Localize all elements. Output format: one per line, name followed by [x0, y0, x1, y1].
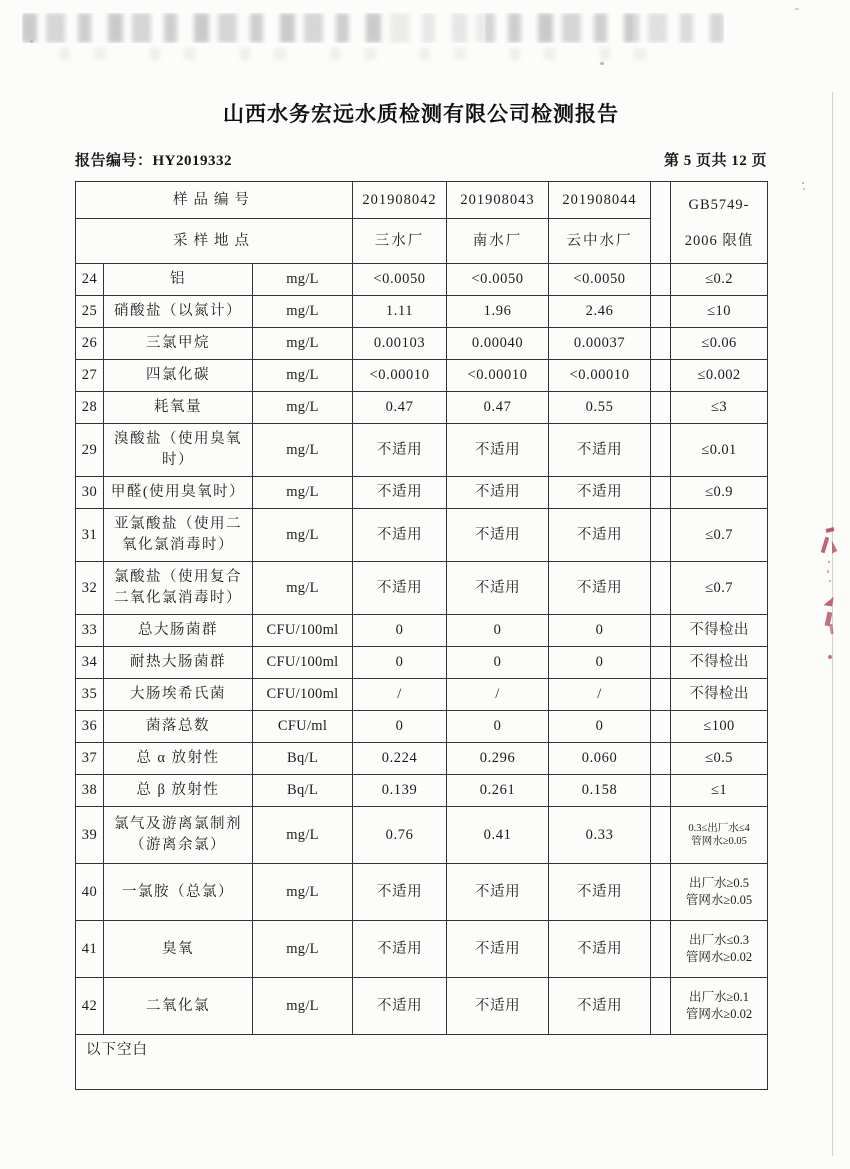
below-blank-note: 以下空白 — [76, 1035, 768, 1090]
value-cell: 不适用 — [353, 978, 447, 1035]
row-number-cell: 26 — [76, 328, 104, 360]
value-cell: <0.0050 — [353, 264, 447, 296]
gap-column — [651, 182, 671, 264]
table-row — [76, 477, 768, 509]
limit-line: ≤0.7 — [705, 579, 733, 596]
row-number-cell: 28 — [76, 392, 104, 424]
limit-line: 0.3≤出厂水≤4 — [688, 822, 750, 834]
gap-cell — [651, 296, 671, 328]
page-title: 山西水务宏远水质检测有限公司检测报告 — [223, 103, 619, 126]
report-meta-row — [75, 151, 767, 171]
limit-line: ≤10 — [707, 303, 731, 319]
value-cell: <0.00010 — [353, 360, 447, 392]
value-cell: / — [353, 679, 447, 711]
value-cell: 不适用 — [447, 477, 549, 509]
gap-cell — [651, 978, 671, 1035]
unit-cell: mg/L — [253, 477, 353, 509]
param-name-cell: 耐热大肠菌群 — [104, 647, 253, 679]
limit-line: ≤0.5 — [705, 750, 733, 766]
table-row — [76, 647, 768, 679]
gap-cell — [651, 807, 671, 864]
row-number-cell: 33 — [76, 615, 104, 647]
table-row — [76, 921, 768, 978]
param-name-cell: 二氧化氯 — [104, 978, 253, 1035]
param-name-cell: 总 α 放射性 — [104, 743, 253, 775]
limit-cell — [671, 509, 768, 562]
value-cell: <0.0050 — [447, 264, 549, 296]
limit-line: 管网水≥0.02 — [685, 1007, 753, 1021]
row-number-cell: 34 — [76, 647, 104, 679]
unit-cell: CFU/100ml — [253, 647, 353, 679]
unit-cell: Bq/L — [253, 743, 353, 775]
limit-cell — [671, 562, 768, 615]
unit-cell: CFU/100ml — [253, 679, 353, 711]
value-cell: 0 — [549, 647, 651, 679]
gap-cell — [651, 424, 671, 477]
table-row — [76, 615, 768, 647]
limit-cell — [671, 392, 768, 424]
table-row — [76, 360, 768, 392]
sample-site-2: 南水厂 — [447, 219, 549, 264]
limit-cell — [671, 711, 768, 743]
value-cell: 1.96 — [447, 296, 549, 328]
table-row — [76, 264, 768, 296]
row-number-cell: 42 — [76, 978, 104, 1035]
limit-line: 不得检出 — [689, 686, 749, 702]
value-cell: 0.47 — [447, 392, 549, 424]
param-name-cell: 亚氯酸盐（使用二氧化氯消毒时） — [104, 509, 253, 562]
value-cell: 0.261 — [447, 775, 549, 807]
param-name-cell: 耗氧量 — [104, 392, 253, 424]
limit-cell — [671, 615, 768, 647]
value-cell: / — [549, 679, 651, 711]
value-cell: 不适用 — [447, 509, 549, 562]
unit-cell: mg/L — [253, 328, 353, 360]
unit-cell: CFU/100ml — [253, 615, 353, 647]
value-cell: 0.00037 — [549, 328, 651, 360]
table-row — [76, 392, 768, 424]
limit-line: ≤0.06 — [701, 335, 737, 351]
sample-id-label: 样品编号 — [76, 182, 353, 219]
row-number-cell: 31 — [76, 509, 104, 562]
limit-line: 不得检出 — [689, 622, 749, 638]
limit-cell — [671, 264, 768, 296]
value-cell: 0.00040 — [447, 328, 549, 360]
row-number-cell: 41 — [76, 921, 104, 978]
value-cell: <0.0050 — [549, 264, 651, 296]
value-cell: 0.41 — [447, 807, 549, 864]
value-cell: 不适用 — [353, 864, 447, 921]
table-row — [76, 743, 768, 775]
limit-cell — [671, 296, 768, 328]
param-name-cell: 菌落总数 — [104, 711, 253, 743]
value-cell: 不适用 — [447, 424, 549, 477]
unit-cell: mg/L — [253, 509, 353, 562]
gap-cell — [651, 921, 671, 978]
gap-cell — [651, 509, 671, 562]
row-number-cell: 35 — [76, 679, 104, 711]
row-number-cell: 38 — [76, 775, 104, 807]
value-cell: 0.33 — [549, 807, 651, 864]
value-cell: 不适用 — [353, 921, 447, 978]
limit-line: 出厂水≤0.3 — [689, 933, 750, 947]
gap-cell — [651, 711, 671, 743]
value-cell: 不适用 — [549, 921, 651, 978]
unit-cell: CFU/ml — [253, 711, 353, 743]
scan-speck — [802, 182, 804, 184]
table-row — [76, 328, 768, 360]
value-cell: 0 — [447, 615, 549, 647]
value-cell: 0.296 — [447, 743, 549, 775]
sample-id-1: 201908042 — [353, 182, 447, 219]
value-cell: 0 — [549, 615, 651, 647]
value-cell: 不适用 — [447, 864, 549, 921]
limit-line: 出厂水≥0.5 — [689, 876, 750, 890]
limit-line: 管网水≥0.05 — [685, 893, 753, 907]
limit-line: 管网水≥0.02 — [685, 950, 753, 964]
param-name-cell: 甲醛(使用臭氧时） — [104, 477, 253, 509]
param-name-cell: 铝 — [104, 264, 253, 296]
unit-cell: mg/L — [253, 360, 353, 392]
gap-cell — [651, 477, 671, 509]
scan-speck — [795, 8, 799, 10]
limit-cell — [671, 743, 768, 775]
page-edge-line — [832, 92, 833, 1156]
value-cell: 不适用 — [549, 477, 651, 509]
gap-cell — [651, 864, 671, 921]
param-name-cell: 四氯化碳 — [104, 360, 253, 392]
value-cell: 0.158 — [549, 775, 651, 807]
param-name-cell: 总 β 放射性 — [104, 775, 253, 807]
param-name-cell: 臭氧 — [104, 921, 253, 978]
limit-column-header — [671, 182, 768, 264]
value-cell: 0.224 — [353, 743, 447, 775]
value-cell: 0.139 — [353, 775, 447, 807]
value-cell: 不适用 — [549, 864, 651, 921]
sample-site-3: 云中水厂 — [549, 219, 651, 264]
limit-cell — [671, 360, 768, 392]
param-name-cell: 硝酸盐（以氮计） — [104, 296, 253, 328]
unit-cell: mg/L — [253, 807, 353, 864]
gap-cell — [651, 679, 671, 711]
value-cell: 不适用 — [447, 562, 549, 615]
row-number-cell: 40 — [76, 864, 104, 921]
value-cell: 0 — [549, 711, 651, 743]
unit-cell: mg/L — [253, 562, 353, 615]
table-row — [76, 775, 768, 807]
row-number-cell: 37 — [76, 743, 104, 775]
limit-cell — [671, 647, 768, 679]
limit-line: ≤0.2 — [705, 271, 733, 287]
value-cell: 不适用 — [447, 978, 549, 1035]
sample-id-3: 201908044 — [549, 182, 651, 219]
table-row — [76, 296, 768, 328]
report-number: 报告编号：HY2019332 — [75, 153, 233, 169]
value-cell: 0 — [353, 647, 447, 679]
value-cell: <0.00010 — [549, 360, 651, 392]
limit-cell — [671, 424, 768, 477]
value-cell: 2.46 — [549, 296, 651, 328]
unit-cell: mg/L — [253, 424, 353, 477]
limit-line: 不得检出 — [689, 654, 749, 670]
limit-line: ≤0.01 — [701, 441, 737, 458]
row-number-cell: 24 — [76, 264, 104, 296]
unit-cell: mg/L — [253, 392, 353, 424]
value-cell: 0.76 — [353, 807, 447, 864]
unit-cell: mg/L — [253, 264, 353, 296]
footer-row — [76, 1035, 768, 1090]
table-row — [76, 509, 768, 562]
table-row — [76, 978, 768, 1035]
row-number-cell: 29 — [76, 424, 104, 477]
value-cell: 不适用 — [549, 562, 651, 615]
limit-cell — [671, 921, 768, 978]
value-cell: 不适用 — [447, 921, 549, 978]
gap-cell — [651, 392, 671, 424]
row-number-cell: 27 — [76, 360, 104, 392]
value-cell: 不适用 — [353, 477, 447, 509]
sample-site-1: 三水厂 — [353, 219, 447, 264]
gap-cell — [651, 264, 671, 296]
scan-speck — [803, 188, 805, 190]
limit-line: ≤1 — [711, 782, 728, 798]
table-row — [76, 807, 768, 864]
page-indicator: 第 5 页共 12 页 — [663, 153, 767, 169]
limit-cell — [671, 864, 768, 921]
value-cell: 不适用 — [353, 424, 447, 477]
limit-line: ≤0.9 — [705, 484, 733, 500]
limit-line: 管网水≥0.05 — [691, 836, 747, 847]
limit-cell — [671, 328, 768, 360]
row-number-cell: 30 — [76, 477, 104, 509]
value-cell: 0.47 — [353, 392, 447, 424]
limit-line: ≤100 — [703, 718, 735, 734]
value-cell: <0.00010 — [447, 360, 549, 392]
gap-cell — [651, 743, 671, 775]
header-row-sample-ids — [76, 182, 768, 219]
gap-cell — [651, 360, 671, 392]
limit-cell — [671, 775, 768, 807]
gap-cell — [651, 328, 671, 360]
unit-cell: Bq/L — [253, 775, 353, 807]
value-cell: 不适用 — [353, 509, 447, 562]
param-name-cell: 一氯胺（总氯） — [104, 864, 253, 921]
limit-cell — [671, 679, 768, 711]
value-cell: 不适用 — [549, 509, 651, 562]
gap-cell — [651, 647, 671, 679]
limit-cell — [671, 978, 768, 1035]
results-table — [75, 181, 768, 1090]
table-row — [76, 711, 768, 743]
unit-cell: mg/L — [253, 978, 353, 1035]
param-name-cell: 三氯甲烷 — [104, 328, 253, 360]
row-number-cell: 39 — [76, 807, 104, 864]
row-number-cell: 25 — [76, 296, 104, 328]
value-cell: 0.00103 — [353, 328, 447, 360]
unit-cell: mg/L — [253, 921, 353, 978]
value-cell: 不适用 — [549, 424, 651, 477]
value-cell: 0 — [353, 615, 447, 647]
row-number-cell: 36 — [76, 711, 104, 743]
limit-header-line2: 2006 限值 — [684, 232, 754, 249]
value-cell: 不适用 — [353, 562, 447, 615]
param-name-cell: 溴酸盐（使用臭氧时） — [104, 424, 253, 477]
table-row — [76, 679, 768, 711]
value-cell: 0 — [447, 647, 549, 679]
scan-speck — [30, 40, 33, 43]
param-name-cell: 大肠埃希氏菌 — [104, 679, 253, 711]
limit-cell — [671, 807, 768, 864]
row-number-cell: 32 — [76, 562, 104, 615]
value-cell: / — [447, 679, 549, 711]
table-row — [76, 562, 768, 615]
param-name-cell: 总大肠菌群 — [104, 615, 253, 647]
value-cell: 0 — [447, 711, 549, 743]
limit-line: ≤0.7 — [705, 526, 733, 543]
unit-cell: mg/L — [253, 864, 353, 921]
value-cell: 不适用 — [549, 978, 651, 1035]
sample-id-2: 201908043 — [447, 182, 549, 219]
gap-cell — [651, 775, 671, 807]
limit-cell — [671, 477, 768, 509]
limit-line: 出厂水≥0.1 — [689, 990, 750, 1004]
value-cell: 0.55 — [549, 392, 651, 424]
limit-header-line1: GB5749- — [688, 196, 750, 213]
limit-line: ≤3 — [711, 399, 728, 415]
value-cell: 0 — [353, 711, 447, 743]
value-cell: 1.11 — [353, 296, 447, 328]
param-name-cell: 氯酸盐（使用复合二氧化氯消毒时） — [104, 562, 253, 615]
sample-site-label: 采样地点 — [76, 219, 353, 264]
param-name-cell: 氯气及游离氯制剂（游离余氯） — [104, 807, 253, 864]
gap-cell — [651, 562, 671, 615]
unit-cell: mg/L — [253, 296, 353, 328]
table-row — [76, 864, 768, 921]
table-row — [76, 424, 768, 477]
gap-cell — [651, 615, 671, 647]
value-cell: 0.060 — [549, 743, 651, 775]
limit-line: ≤0.002 — [697, 367, 741, 383]
